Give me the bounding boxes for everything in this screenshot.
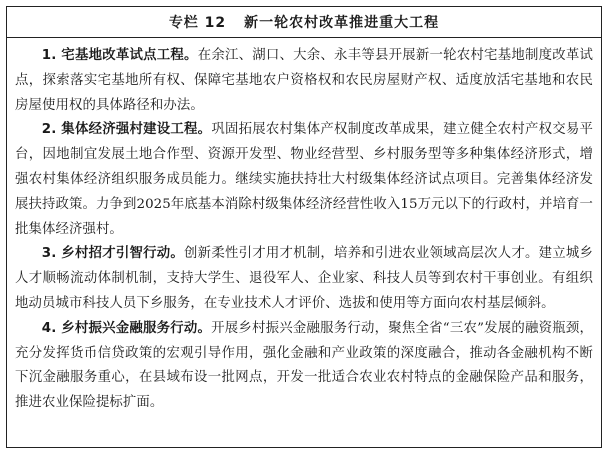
- paragraph-talent-recruitment: [15, 242, 593, 316]
- column-header: [7, 7, 601, 38]
- paragraph-lead: 4. 乡村振兴金融服务行动。: [41, 320, 212, 336]
- paragraph-lead: 3. 乡村招才引智行动。: [41, 246, 185, 262]
- column-label: 专栏 12: [168, 15, 227, 31]
- paragraph-body: 巩固拓展农村集体产权制度改革成果，建立健全农村产权交易平台，因地制宜发展土地合作型、资源开发型、物业经营型、乡村服务型等多种集体经济形式，增强农村集体经济组织服务成员能力。继续实施扶持壮大村级集体经济试点项目。完善集体经济发展扶持政策。力争到2025年底基本消除村级集体经济经营性收入15万元以下的行政村，并培育一批集体经济强村。: [15, 122, 593, 237]
- paragraph-lead: 1. 宅基地改革试点工程。: [41, 48, 198, 63]
- paragraph-body: 在余江、湖口、大余、永丰等县开展新一轮农村宅基地制度改革试点，探索落实宅基地所有权、保障宅基地农户资格权和农民房屋财产权、适度放活宅基地和农民房屋使用权的具体路径和办法。: [15, 48, 593, 113]
- paragraph-financial-services: [15, 317, 593, 416]
- paragraph-homestead-reform: [15, 44, 593, 118]
- paragraph-lead: 2. 集体经济强村建设工程。: [41, 122, 212, 138]
- column-box: [6, 6, 602, 448]
- paragraph-body: 开展乡村振兴金融服务行动，聚焦全省“三农”发展的融资瓶颈，充分发挥货币信贷政策的宏观引导作用，强化金融和产业政策的深度融合，推动各金融机构不断下沉金融服务重心，在县域布设一批网点，开发一批适合农业农村特点的金融保险产品和服务，推进农业保险提标扩面。: [15, 320, 594, 411]
- column-content: [7, 38, 601, 416]
- column-title: 新一轮农村改革推进重大工程: [244, 15, 440, 31]
- paragraph-body: 创新柔性引才用才机制，培养和引进农业领域高层次人才。建立城乡人才顺畅流动体制机制，支持大学生、退役军人、企业家、科技人员等到农村干事创业。有组织地动员城市科技人员下乡服务，在专业技术人才评价、选拔和使用等方面向农村基层倾斜。: [15, 246, 594, 311]
- paragraph-collective-economy: [15, 118, 593, 242]
